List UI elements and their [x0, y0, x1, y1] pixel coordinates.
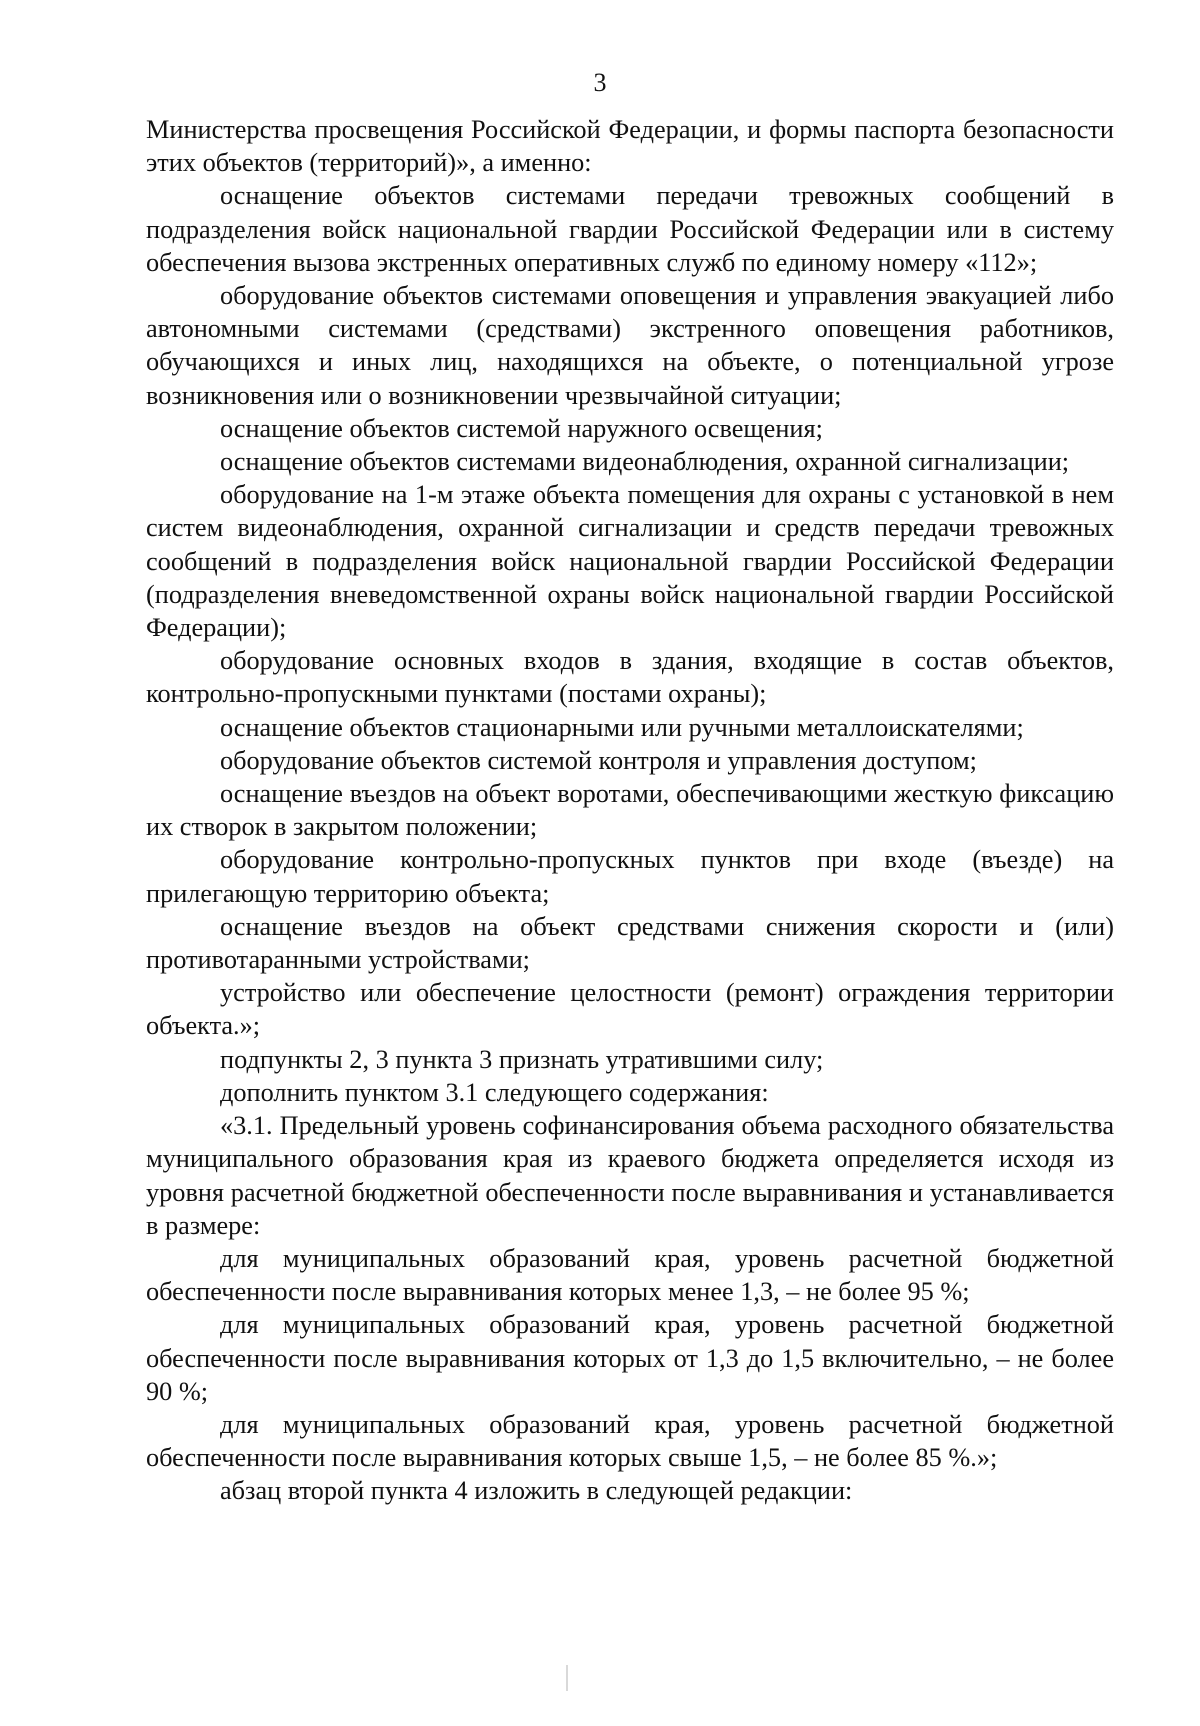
paragraph: для муниципальных образований края, уровень расчетной бюджетной обеспеченности после выравнивания которых менее 1,3, – не более 95 %; [146, 1243, 1114, 1307]
paragraph: оборудование основных входов в здания, входящие в состав объектов, контрольно-пропускными пунктами (постами охраны); [146, 646, 1114, 709]
paragraph: для муниципальных образований края, уровень расчетной бюджетной обеспеченности после выравнивания которых свыше 1,5, – не более 85 %.»; [146, 1409, 1114, 1473]
paragraph: для муниципальных образований края, уровень расчетной бюджетной обеспеченности после выравнивания которых от 1,3 до 1,5 включительно, – не более 90 %; [146, 1310, 1114, 1406]
paragraph: дополнить пунктом 3.1 следующего содержания: [220, 1077, 769, 1107]
paragraph: абзац второй пункта 4 изложить в следующей редакции: [220, 1476, 853, 1506]
paragraph: оборудование на 1-м этаже объекта помещения для охраны с установкой в нем систем видеонаблюдения, охранной сигнализации и средств передачи тревожных сообщений в подразделения войск национальной гвардии Российской Федерации (подразделения вневедомственной охраны войск национальной гвардии Российской Федерации); [146, 480, 1114, 643]
page-number: 3 [593, 68, 607, 97]
paragraph: оснащение объектов стационарными или ручными металлоискателями; [220, 712, 1024, 742]
paragraph: оборудование объектов системой контроля и управления доступом; [220, 745, 977, 775]
paragraph: оснащение въездов на объект воротами, обеспечивающими жесткую фиксацию их створок в закрытом положении; [146, 779, 1114, 842]
paragraph: оснащение объектов системой наружного освещения; [220, 413, 823, 443]
paragraph: «3.1. Предельный уровень софинансирования объема расходного обязательства муниципального образования края из краевого бюджета определяется исходя из уровня расчетной бюджетной обеспеченности после выравнивания и устанавливается в размере: [146, 1111, 1114, 1240]
paragraph: оборудование объектов системами оповещения и управления эвакуацией либо автономными системами (средствами) экстренного оповещения работников, обучающихся и иных лиц, находящихся на объекте, о потенциальной угрозе возникновения или о возникновении чрезвычайной ситуации; [146, 281, 1114, 410]
paragraph: оборудование контрольно-пропускных пунктов при входе (въезде) на прилегающую территорию объекта; [146, 845, 1114, 908]
paragraph: устройство или обеспечение целостности (ремонт) ограждения территории объекта.»; [146, 978, 1114, 1041]
paragraph: оснащение въездов на объект средствами снижения скорости и (или) противотаранными устройствами; [146, 911, 1114, 975]
paragraph: оснащение объектов системами видеонаблюдения, охранной сигнализации; [220, 447, 1070, 477]
paragraph: Министерства просвещения Российской Федерации, и формы паспорта безопасности этих объектов (территорий)», а именно: [146, 115, 1114, 178]
paragraph: оснащение объектов системами передачи тревожных сообщений в подразделения войск национальной гвардии Российской Федерации или в систему обеспечения вызова экстренных оперативных служб по единому номеру «112»; [146, 181, 1114, 277]
document-body [146, 113, 1114, 1508]
scan-smudge [566, 1665, 568, 1691]
paragraph: подпункты 2, 3 пункта 3 признать утратившими силу; [220, 1044, 824, 1074]
